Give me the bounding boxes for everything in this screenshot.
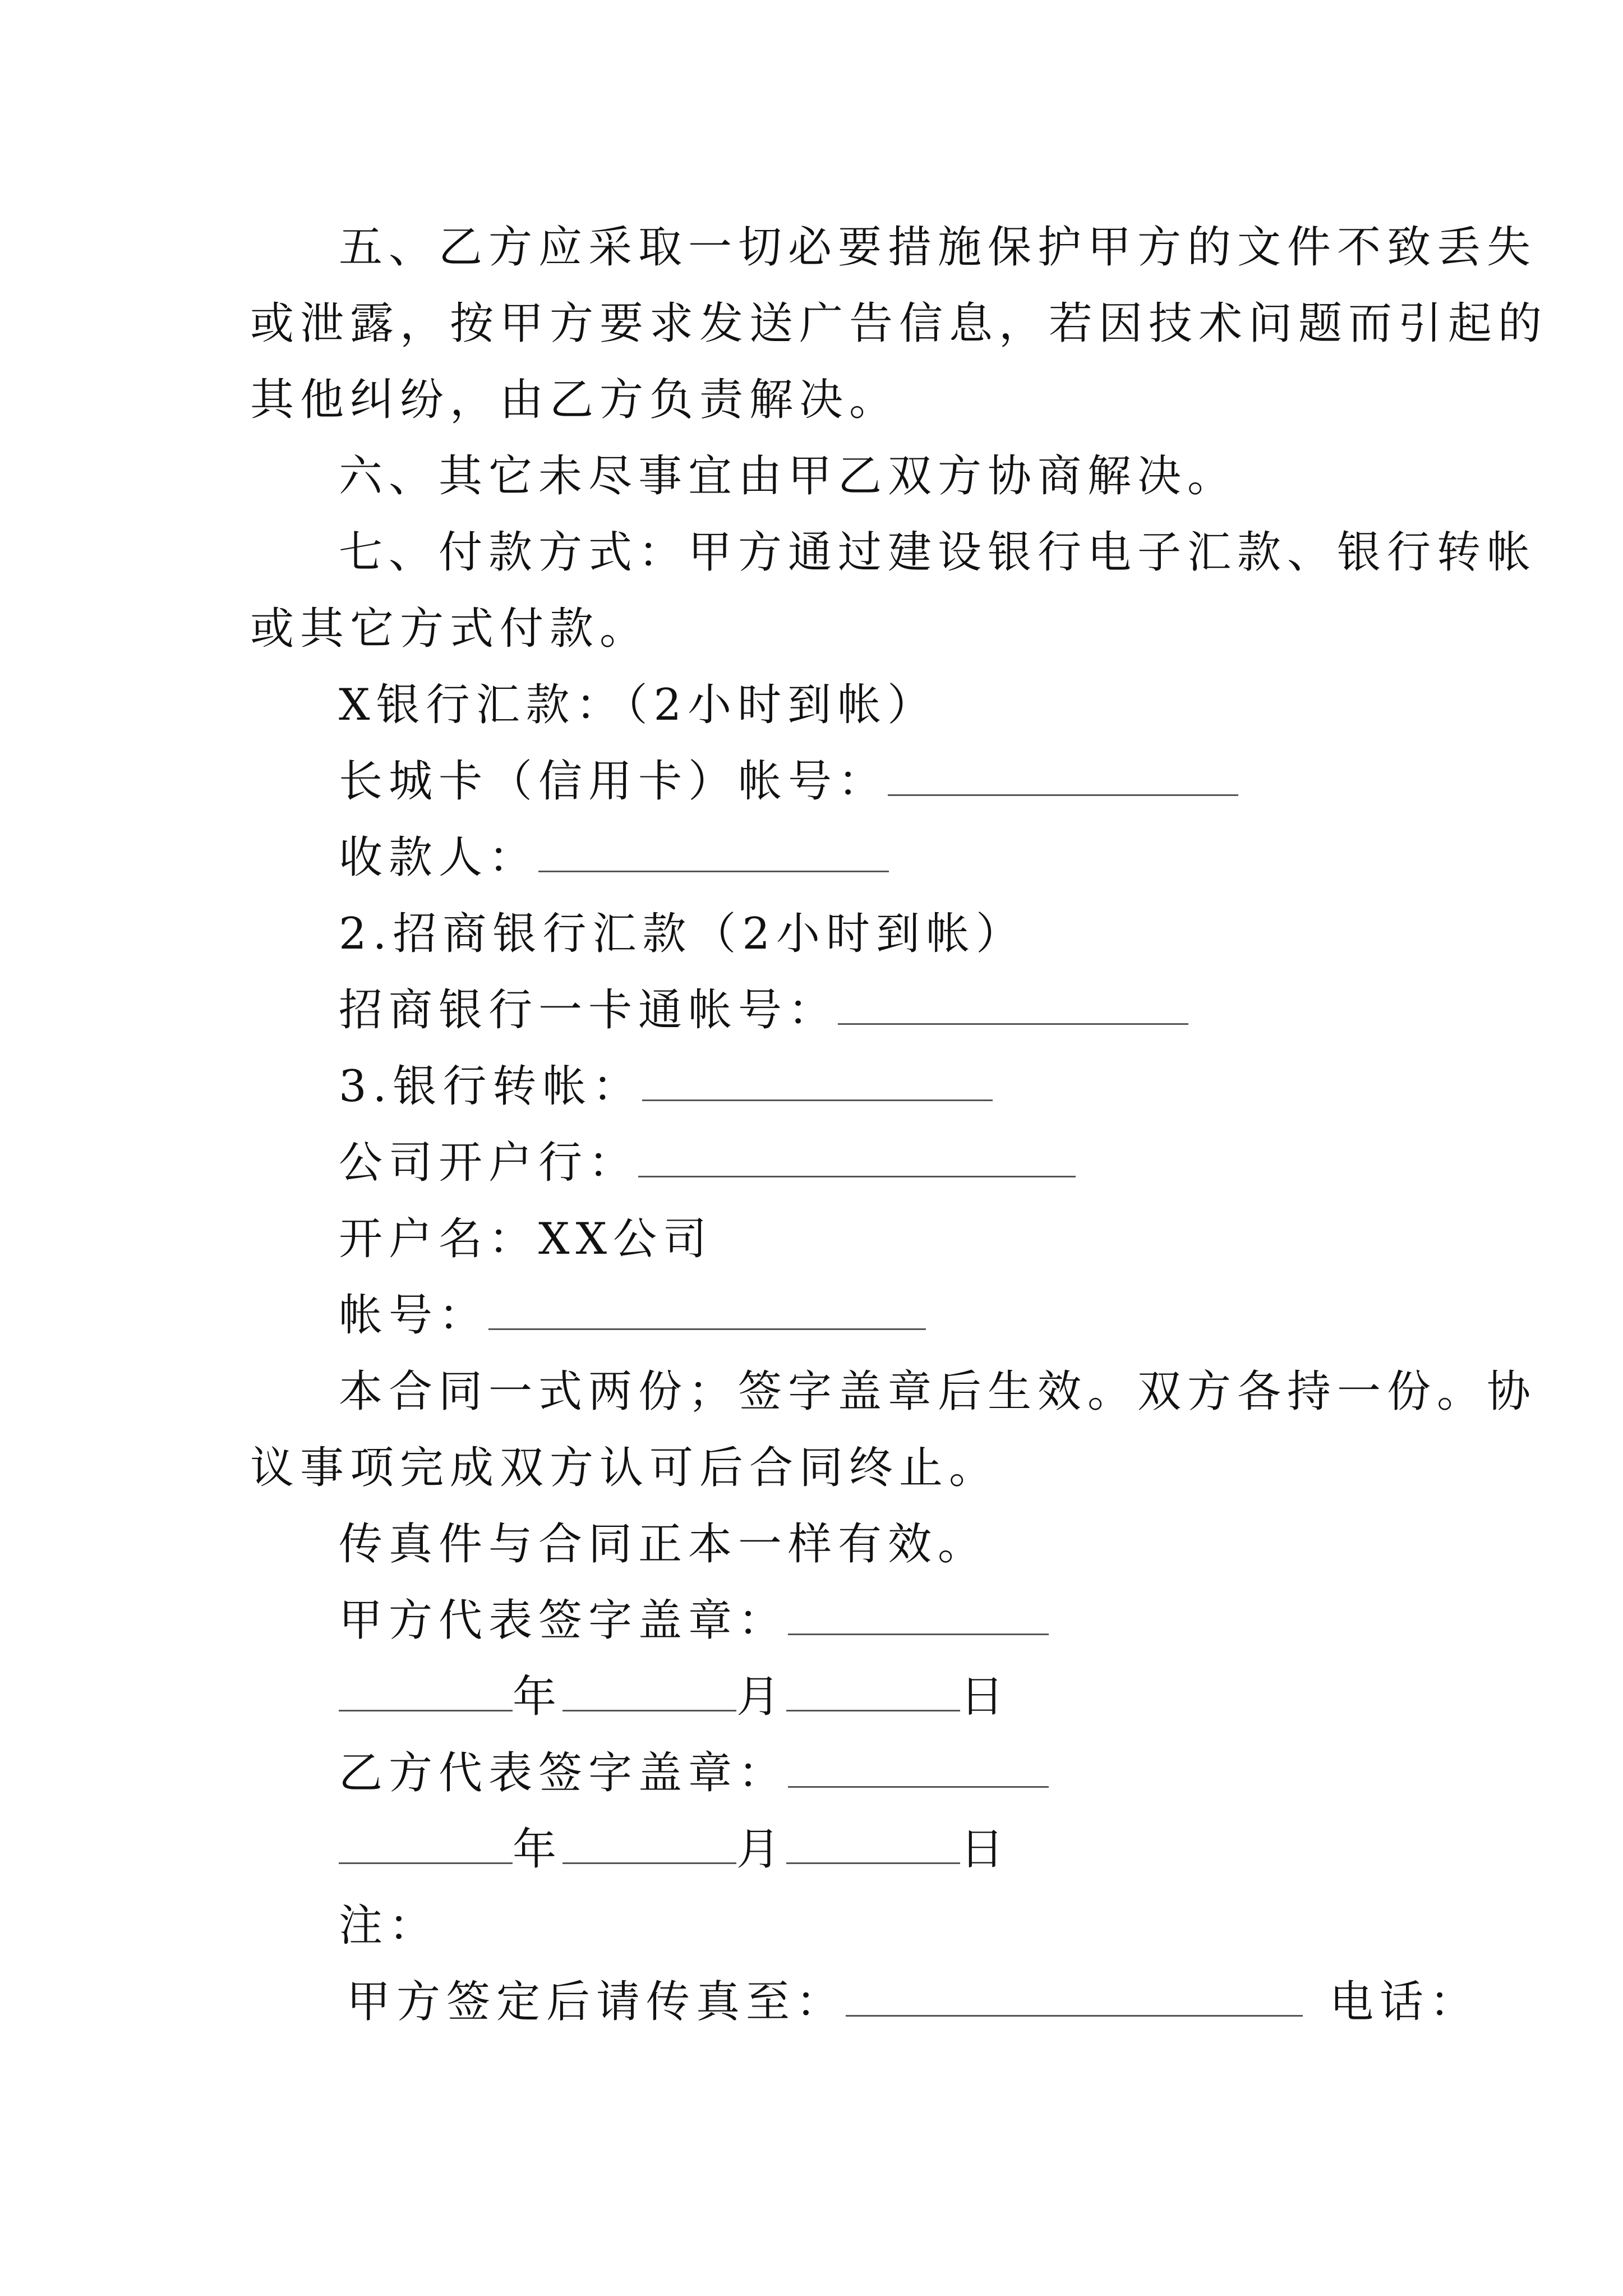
clause-5-line-2: 或泄露，按甲方要求发送广告信息，若因技术问题而引起的 [250, 298, 1548, 349]
month-label: 月 [736, 1672, 787, 1722]
party-a-month-blank [562, 1675, 736, 1711]
note-label: 注： [339, 1901, 439, 1951]
party-b-sign-label: 乙方代表签字盖章： [339, 1748, 789, 1798]
party-b-sign-row [339, 1748, 1049, 1798]
party-b-day-blank [786, 1828, 960, 1864]
phone-label: 电话： [1330, 1977, 1480, 2027]
bank-transfer-label: 3.银行转帐： [339, 1061, 643, 1112]
clause-7-line-2: 或其它方式付款。 [250, 604, 650, 654]
account-number-blank [488, 1294, 926, 1330]
clause-7-line-1: 七、付款方式：甲方通过建设银行电子汇款、银行转帐 [339, 527, 1537, 578]
party-a-year-blank [339, 1675, 513, 1711]
great-wall-card-label: 长城卡（信用卡）帐号： [339, 756, 888, 807]
copies-line-1: 本合同一式两份；签字盖章后生效。双方各持一份。协 [339, 1366, 1537, 1417]
party-b-month-blank [562, 1828, 736, 1864]
great-wall-card-row [339, 756, 1238, 807]
cmb-card-label: 招商银行一卡通帐号： [339, 985, 838, 1036]
day-label: 日 [960, 1824, 1011, 1875]
company-bank-row [339, 1138, 1076, 1188]
party-b-year-blank [339, 1828, 513, 1864]
fax-to-label: 甲方签定后请传真至： [347, 1977, 846, 2027]
account-number-row [339, 1290, 926, 1341]
party-b-sign-blank [788, 1751, 1049, 1788]
payee-label: 收款人： [339, 832, 539, 883]
party-a-sign-blank [788, 1599, 1049, 1635]
day-label: 日 [960, 1672, 1011, 1722]
clause-6: 六、其它未尽事宜由甲乙双方协商解决。 [339, 451, 1238, 501]
clause-5-line-1: 五、乙方应采取一切必要措施保护甲方的文件不致丢失 [339, 222, 1537, 273]
x-bank-remittance: X银行汇款：（2小时到帐） [339, 680, 938, 730]
cmb-card-blank [838, 988, 1188, 1025]
company-bank-label: 公司开户行： [339, 1138, 639, 1188]
account-name: 开户名：XX公司 [339, 1214, 713, 1264]
company-bank-blank [638, 1141, 1076, 1177]
cmb-remittance: 2.招商银行汇款（2小时到帐） [339, 909, 1026, 959]
fax-validity: 传真件与合同正本一样有效。 [339, 1519, 988, 1570]
payee-blank [538, 836, 889, 872]
year-label: 年 [513, 1824, 563, 1875]
great-wall-card-blank [888, 760, 1238, 796]
bank-transfer-row [339, 1061, 993, 1112]
payee-row [339, 832, 889, 883]
bank-transfer-blank [642, 1065, 993, 1101]
party-a-sign-row [339, 1595, 1049, 1646]
copies-line-2: 议事项完成双方认可后合同终止。 [250, 1443, 999, 1493]
party-a-day-blank [786, 1675, 960, 1711]
clause-5-line-3: 其他纠纷，由乙方负责解决。 [250, 375, 900, 425]
fax-number-blank [846, 1980, 1303, 2017]
month-label: 月 [736, 1824, 787, 1875]
year-label: 年 [513, 1672, 563, 1722]
fax-to-row [347, 1977, 1480, 2027]
party-b-date-row [339, 1824, 1011, 1875]
party-a-sign-label: 甲方代表签字盖章： [339, 1595, 789, 1646]
account-number-label: 帐号： [339, 1290, 489, 1341]
cmb-card-row [339, 985, 1188, 1036]
party-a-date-row [339, 1672, 1011, 1722]
